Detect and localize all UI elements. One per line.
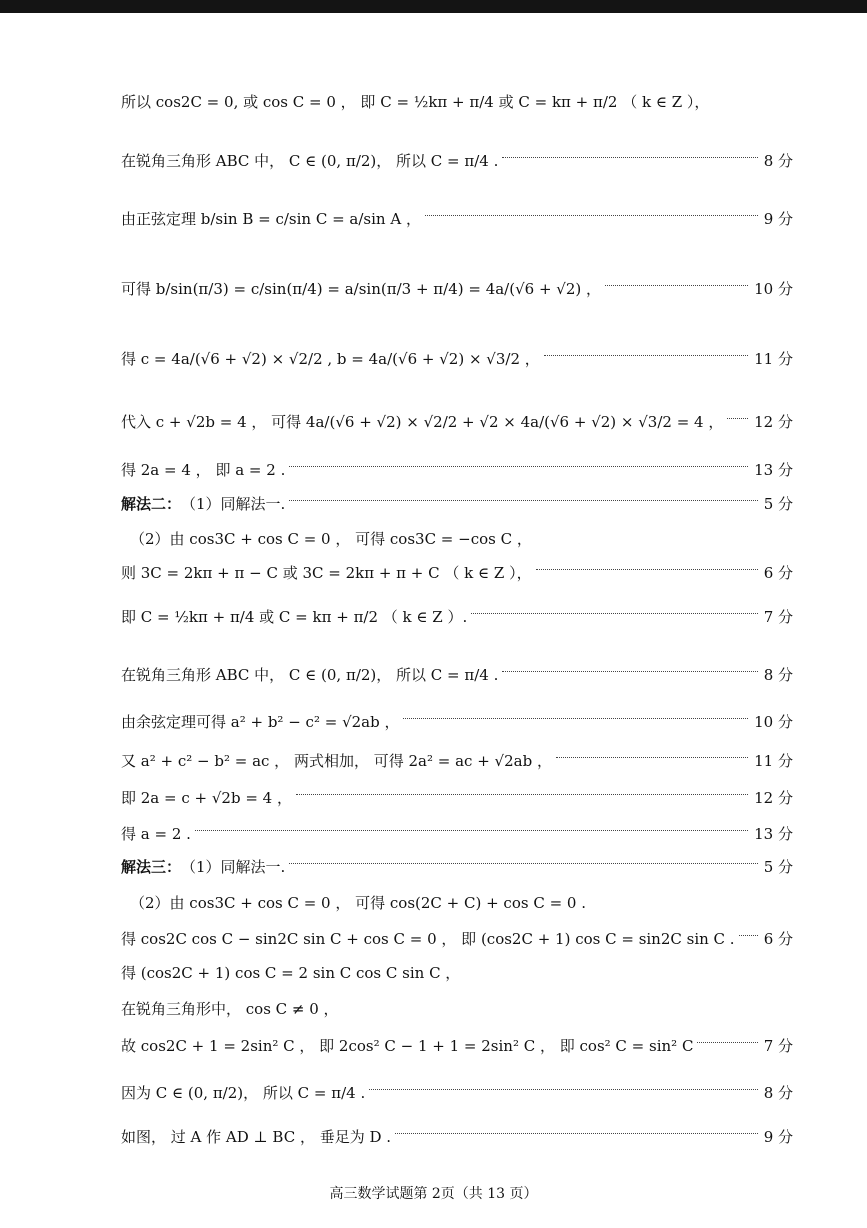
solution-line: 由余弦定理可得 a² + b² − c² = √2ab ， 10 分 [121,713,793,731]
score-leader-dots [471,613,757,614]
score-leader-dots [195,830,748,831]
score-mark: 12 分 [754,789,793,807]
score-leader-dots [289,500,757,501]
solution-line: 在锐角三角形 ABC 中， C ∈ (0, π/2)， 所以 C = π/4 . 8 分 [121,666,793,684]
solution-line: 则 3C = 2kπ + π − C 或 3C = 2kπ + π + C （ k ∈ Z ）， 6 分 [121,564,793,582]
score-mark: 10 分 [754,713,793,731]
solution-line: 故 cos2C + 1 = 2sin² C ， 即 2cos² C − 1 + 1 = 2sin² C ， 即 cos² C = sin² C 7 分 [121,1037,793,1055]
solution-line: 由正弦定理 b/sin B = c/sin C = a/sin A ， 9 分 [121,210,793,228]
score-mark: 13 分 [754,825,793,843]
method-heading: 解法三： [121,858,182,876]
score-mark: 7 分 [763,608,793,626]
solution-line: 又 a² + c² − b² = ac ， 两式相加， 可得 2a² = ac + √2ab ， 11 分 [121,752,793,770]
solution-line: 得 (cos2C + 1) cos C = 2 sin C cos C sin C ， [121,964,461,982]
solution-line: 即 C = ½kπ + π/4 或 C = kπ + π/2 （ k ∈ Z ）. 7 分 [121,608,793,626]
score-mark: 10 分 [754,280,793,298]
score-mark: 8 分 [763,666,793,684]
score-leader-dots [727,418,748,419]
solution-line: 在锐角三角形 ABC 中， C ∈ (0, π/2)， 所以 C = π/4 . 8 分 [121,152,793,170]
score-leader-dots [289,466,748,467]
score-leader-dots [395,1133,758,1134]
solution-line: 得 2a = 4 ， 即 a = 2 . 13 分 [121,461,793,479]
score-mark: 7 分 [763,1037,793,1055]
solution-line: 代入 c + √2b = 4 ， 可得 4a/(√6 + √2) × √2/2 + √2 × 4a/(√6 + √2) × √3/2 = 4 ， 12 分 [121,413,793,431]
solution-line: 得 cos2C cos C − sin2C sin C + cos C = 0 ， 即 (cos2C + 1) cos C = sin2C sin C . 6 分 [121,930,793,948]
solution-line: 即 2a = c + √2b = 4 ， 12 分 [121,789,793,807]
solution-line: （2）由 cos3C + cos C = 0 ， 可得 cos3C = −cos C ， [130,530,532,548]
score-leader-dots [605,285,748,286]
solution-line: 因为 C ∈ (0, π/2)， 所以 C = π/4 . 8 分 [121,1084,793,1102]
score-leader-dots [556,757,748,758]
score-leader-dots [544,355,748,356]
solution-line: 得 a = 2 . 13 分 [121,825,793,843]
solution-line: 解法三： （1）同解法一. 5 分 [121,858,793,876]
score-leader-dots [739,935,758,936]
solution-line: 如图， 过 A 作 AD ⊥ BC ， 垂足为 D . 9 分 [121,1128,793,1146]
score-mark: 11 分 [754,752,793,770]
score-mark: 8 分 [763,152,793,170]
solution-line: 所以 cos2C = 0, 或 cos C = 0 ， 即 C = ½kπ + π/4 或 C = kπ + π/2 （ k ∈ Z ）， [121,93,710,111]
score-mark: 12 分 [754,413,793,431]
score-mark: 9 分 [763,1128,793,1146]
page-footer: 高三数学试题第 2页（共 13 页） [329,1186,538,1202]
score-leader-dots [425,215,758,216]
solution-line: （2）由 cos3C + cos C = 0 ， 可得 cos(2C + C) + cos C = 0 . [130,894,586,912]
score-leader-dots [369,1089,757,1090]
score-mark: 5 分 [763,495,793,513]
score-mark: 6 分 [763,564,793,582]
solution-line: 在锐角三角形中， cos C ≠ 0 ， [121,1000,339,1018]
score-mark: 5 分 [763,858,793,876]
method-heading: 解法二： [121,495,182,513]
score-mark: 13 分 [754,461,793,479]
score-mark: 11 分 [754,350,793,368]
score-leader-dots [502,157,757,158]
solution-line: 可得 b/sin(π/3) = c/sin(π/4) = a/sin(π/3 + π/4) = 4a/(√6 + √2) ， 10 分 [121,280,793,298]
solution-line: 得 c = 4a/(√6 + √2) × √2/2 , b = 4a/(√6 + √2) × √3/2 ， 11 分 [121,350,793,368]
score-leader-dots [502,671,757,672]
score-leader-dots [289,863,757,864]
score-leader-dots [697,1042,757,1043]
score-mark: 9 分 [763,210,793,228]
score-leader-dots [536,569,758,570]
score-mark: 6 分 [763,930,793,948]
score-leader-dots [403,718,748,719]
score-mark: 8 分 [763,1084,793,1102]
top-scan-bar [0,0,867,13]
score-leader-dots [296,794,748,795]
solution-line: 解法二： （1）同解法一. 5 分 [121,495,793,513]
